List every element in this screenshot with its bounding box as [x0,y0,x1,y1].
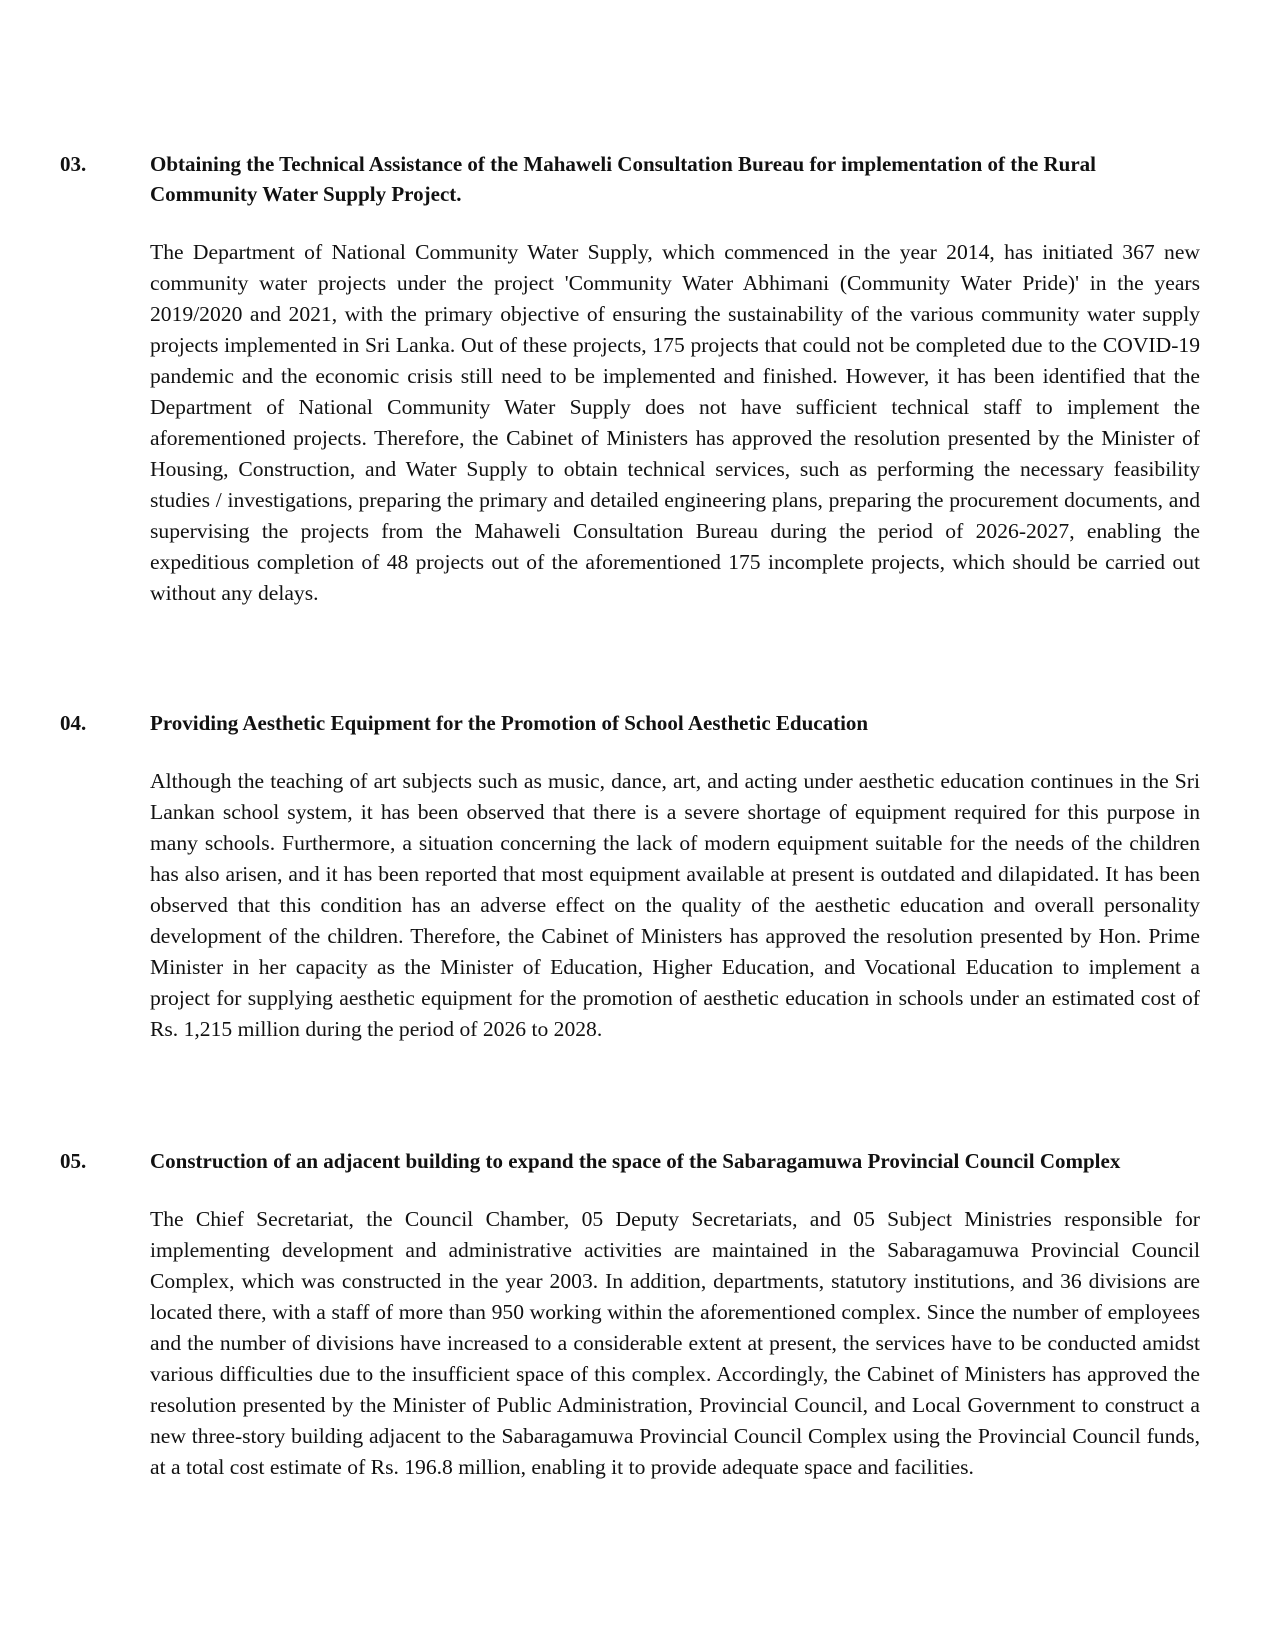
section-title: Obtaining the Technical Assistance of the Mahaweli Consultation Bureau for implementation of the Rural Community Water Supply Project. [150,152,1097,206]
section-body: Although the teaching of art subjects such as music, dance, art, and acting under aesthetic education continues in the Sri Lankan school system, it has been observed that there is a severe shortage of equipment required for this purpose in many schools. Furthermore, a situation concerning the lack of modern equipment suitable for the needs of the children has also arisen, and it has been reported that most equipment available at present is outdated and dilapidated. It has been observed that this condition has an adverse effect on the quality of the aesthetic education and overall personality development of the children. Therefore, the Cabinet of Ministers has approved the resolution presented by Hon. Prime Minister in her capacity as the Minister of Education, Higher Education, and Vocational Education to implement a project for supplying aesthetic equipment for the promotion of aesthetic education in schools under an estimated cost of Rs. 1,215 million during the period of 2026 to 2028. [150,769,1200,1041]
section-number: 05. [60,1149,87,1173]
section-title: Construction of an adjacent building to expand the space of the Sabaragamuwa Provincial Council Complex [150,1149,1121,1173]
section-body: The Chief Secretariat, the Council Chamber, 05 Deputy Secretariats, and 05 Subject Ministries responsible for implementing development and administrative activities are maintained in the Sabaragamuwa Provincial Council Complex, which was constructed in the year 2003. In addition, departments, statutory institutions, and 36 divisions are located there, with a staff of more than 950 working within the aforementioned complex. Since the number of employees and the number of divisions have increased to a considerable extent at present, the services have to be conducted amidst various difficulties due to the insufficient space of this complex. Accordingly, the Cabinet of Ministers has approved the resolution presented by the Minister of Public Administration, Provincial Council, and Local Government to construct a new three-story building adjacent to the Sabaragamuwa Provincial Council Complex using the Provincial Council funds, at a total cost estimate of Rs. 196.8 million, enabling it to provide adequate space and facilities. [150,1207,1200,1479]
section-title: Providing Aesthetic Equipment for the Promotion of School Aesthetic Education [150,711,869,735]
section-content [150,1146,1200,1483]
section-number: 03. [60,152,87,176]
section-content [150,708,1200,1045]
section-body: The Department of National Community Water Supply, which commenced in the year 2014, has initiated 367 new community water projects under the project 'Community Water Abhimani (Community Water Pride)' in the years 2019/2020 and 2021, with the primary objective of ensuring the sustainability of the various community water supply projects implemented in Sri Lanka. Out of these projects, 175 projects that could not be completed due to the COVID-19 pandemic and the economic crisis still need to be implemented and finished. However, it has been identified that the Department of National Community Water Supply does not have sufficient technical staff to implement the aforementioned projects. Therefore, the Cabinet of Ministers has approved the resolution presented by the Minister of Housing, Construction, and Water Supply to obtain technical services, such as performing the necessary feasibility studies / investigations, preparing the primary and detailed engineering plans, preparing the procurement documents, and supervising the projects from the Mahaweli Consultation Bureau during the period of 2026-2027, enabling the expeditious completion of 48 projects out of the aforementioned 175 incomplete projects, which should be carried out without any delays. [150,240,1200,605]
section-number: 04. [60,711,87,735]
section-content [150,149,1200,609]
